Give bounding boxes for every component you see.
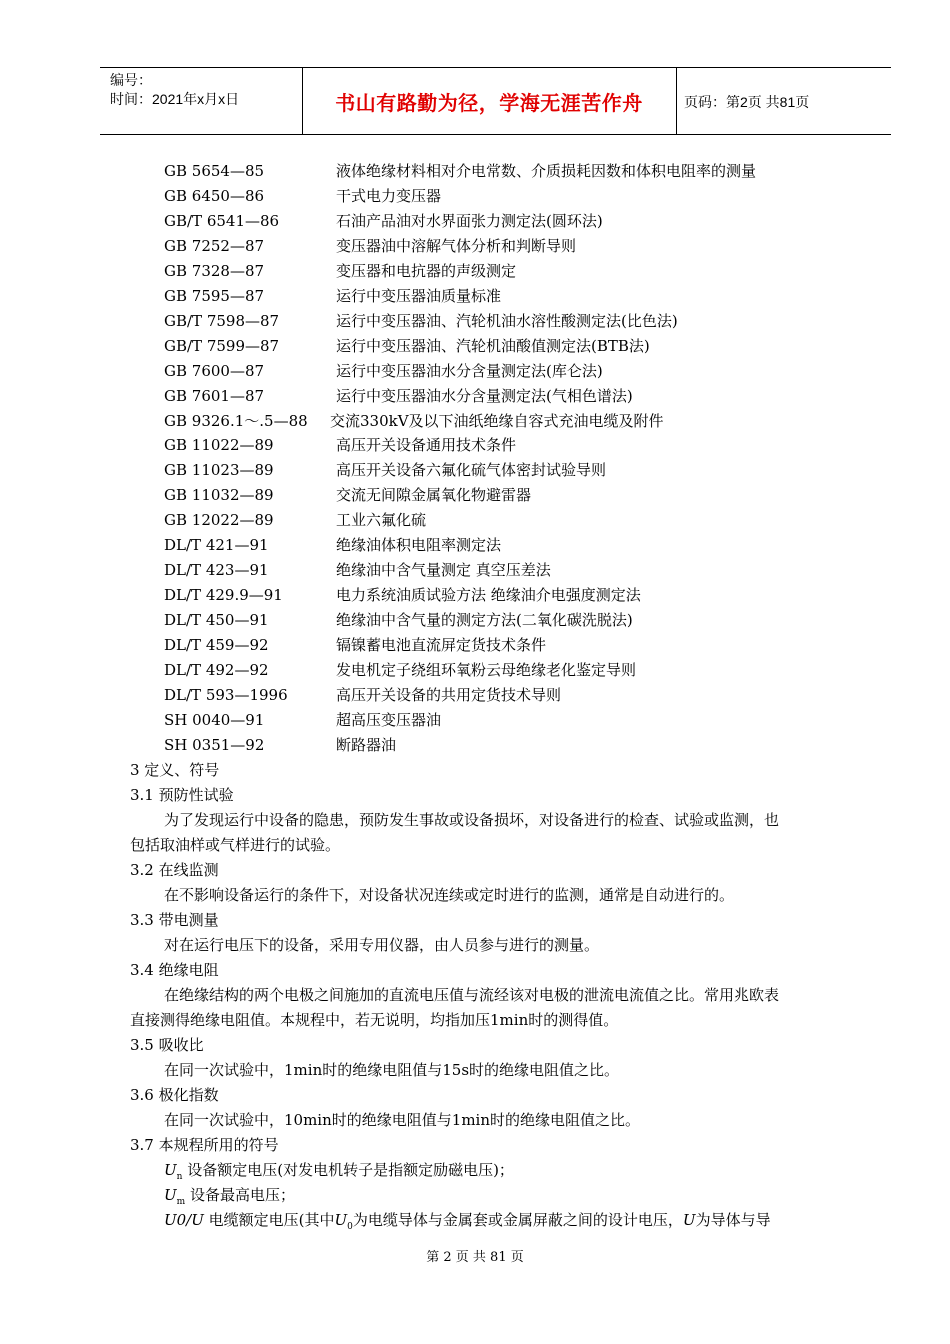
standard-code: SH 0351—92 (164, 735, 265, 754)
section-3-2-heading: 3.2 在线监测 (130, 861, 219, 879)
standard-code: GB 9326.1～.5—88 (164, 411, 308, 430)
symbol-u0-inline: U (334, 1211, 348, 1229)
standard-title: 变压器和电抗器的声级测定 (336, 261, 517, 280)
standard-title: 石油产品油对水界面张力测定法(圆环法) (336, 211, 603, 230)
symbol-u0-text-b: 为电缆导体与金属套或金属屏蔽之间的设计电压， (352, 1211, 683, 1229)
section-3-7-heading: 3.7 本规程所用的符号 (130, 1136, 279, 1154)
standard-code: GB/T 7599—87 (164, 336, 280, 355)
symbol-u0u: U0/U (164, 1211, 204, 1229)
page-header (100, 67, 891, 135)
symbol-u0-text-c: 为导体与导 (695, 1211, 771, 1229)
standard-title: 工业六氟化硫 (336, 511, 427, 530)
standard-code: GB 12022—89 (164, 511, 274, 530)
standard-code: GB/T 7598—87 (164, 311, 280, 330)
standard-code: DL/T 450—91 (164, 611, 269, 630)
symbol-u0-line (164, 1210, 771, 1237)
section-3-1-heading: 3.1 预防性试验 (130, 786, 234, 804)
symbol-um-subscript: m (176, 1197, 186, 1207)
symbol-un: U (164, 1161, 177, 1179)
header-meta (110, 71, 239, 109)
standard-title: 运行中变压器油水分含量测定法(气相色谱法) (336, 386, 633, 405)
standard-code: GB/T 6541—86 (164, 211, 280, 230)
standard-code: GB 5654—85 (164, 162, 265, 180)
section-3-3-text: 对在运行电压下的设备，采用专用仪器，由人员参与进行的测量。 (164, 936, 600, 954)
section-3-2-text: 在不影响设备运行的条件下，对设备状况连续或定时进行的监测，通常是自动进行的。 (164, 886, 735, 904)
header-time-label: 时间：2021年x月x日 (110, 91, 240, 107)
standard-code: GB 11032—89 (164, 486, 274, 505)
section-3-1-text-b: 包括取油样或气样进行的试验。 (130, 836, 341, 854)
section-3-4-heading: 3.4 绝缘电阻 (130, 961, 219, 979)
header-divider-right (676, 67, 677, 135)
section-3-4-text-a: 在绝缘结构的两个电极之间施加的直流电压值与流经该对电极的泄流电流值之比。常用兆欧表 (164, 986, 780, 1004)
standard-title: 电力系统油质试验方法 绝缘油介电强度测定法 (336, 586, 641, 605)
standard-code: GB 7252—87 (164, 236, 265, 255)
standard-code: DL/T 421—91 (164, 536, 269, 555)
standard-title: 运行中变压器油、汽轮机油水溶性酸测定法(比色法) (336, 311, 678, 330)
standard-code: GB 7600—87 (164, 361, 265, 380)
standard-code: DL/T 429.9—91 (164, 586, 283, 605)
standard-title: 超高压变压器油 (336, 710, 442, 729)
section-3-heading: 3 定义、符号 (130, 761, 220, 779)
standard-code: GB 11023—89 (164, 461, 274, 480)
symbol-um: U (164, 1186, 177, 1204)
section-3-1-text-a: 为了发现运行中设备的隐患，预防发生事故或设备损坏，对设备进行的检查、试验或监测，也 (164, 811, 780, 829)
standard-code: GB 7328—87 (164, 261, 265, 280)
standard-code: GB 7595—87 (164, 286, 265, 305)
symbol-um-text: 设备最高电压； (185, 1186, 295, 1204)
standard-code: SH 0040—91 (164, 710, 265, 729)
section-3-5-heading: 3.5 吸收比 (130, 1036, 204, 1054)
symbol-un-text: 设备额定电压(对发电机转子是指额定励磁电压)； (182, 1161, 514, 1179)
header-motto: 书山有路勤为径，学海无涯苦作舟 (335, 90, 643, 115)
standard-title: 干式电力变压器 (336, 186, 442, 205)
standard-title: 发电机定子绕组环氧粉云母绝缘老化鉴定导则 (336, 661, 637, 679)
standard-title: 运行中变压器油水分含量测定法(库仑法) (336, 361, 603, 380)
header-page-label: 页码：第2页 共81页 (684, 94, 810, 110)
symbol-u0-inline-subscript: 0 (347, 1222, 353, 1232)
symbol-um-line (164, 1185, 295, 1212)
page-footer: 第 2 页 共 81 页 (426, 1250, 524, 1265)
standard-title: 运行中变压器油质量标准 (336, 286, 502, 305)
symbol-un-subscript: n (176, 1172, 183, 1182)
standard-title: 高压开关设备通用技术条件 (336, 436, 517, 455)
section-3-6-text: 在同一次试验中，10min时的绝缘电阻值与1min时的绝缘电阻值之比。 (164, 1111, 640, 1129)
standard-title: 交流330kV及以下油纸绝缘自容式充油电缆及附件 (330, 411, 664, 430)
section-3-3-heading: 3.3 带电测量 (130, 911, 219, 929)
section-3-6-heading: 3.6 极化指数 (130, 1086, 219, 1104)
standard-title: 高压开关设备的共用定货技术导则 (336, 685, 562, 704)
standard-title: 绝缘油中含气量的测定方法(二氧化碳洗脱法) (336, 611, 633, 630)
standard-title: 交流无间隙金属氧化物避雷器 (336, 486, 532, 505)
standard-code: DL/T 459—92 (164, 636, 269, 655)
standard-title: 高压开关设备六氟化硫气体密封试验导则 (336, 461, 607, 480)
standard-title: 变压器油中溶解气体分析和判断导则 (336, 236, 577, 255)
standard-code: DL/T 423—91 (164, 561, 269, 580)
standard-title: 断路器油 (336, 735, 397, 754)
symbol-un-line (164, 1160, 514, 1187)
section-3-5-text: 在同一次试验中，1min时的绝缘电阻值与15s时的绝缘电阻值之比。 (164, 1061, 620, 1079)
standard-title: 镉镍蓄电池直流屏定货技术条件 (336, 636, 547, 655)
section-3-4-text-b: 直接测得绝缘电阻值。本规程中，若无说明，均指加压1min时的测得值。 (130, 1011, 619, 1029)
standard-code: GB 7601—87 (164, 386, 265, 405)
standard-title: 运行中变压器油、汽轮机油酸值测定法(BTB法) (336, 336, 650, 355)
standard-code: GB 6450—86 (164, 186, 265, 205)
symbol-u0-text-a: 电缆额定电压(其中 (203, 1211, 335, 1229)
symbol-u-inline: U (682, 1211, 696, 1229)
standard-code: DL/T 593—1996 (164, 685, 288, 704)
standard-code: GB 11022—89 (164, 436, 274, 455)
standard-title: 液体绝缘材料相对介电常数、介质损耗因数和体积电阻率的测量 (336, 162, 757, 180)
standard-code: DL/T 492—92 (164, 661, 269, 679)
standard-title: 绝缘油中含气量测定 真空压差法 (336, 561, 551, 580)
standard-title: 绝缘油体积电阻率测定法 (336, 536, 502, 555)
header-number-label: 编号： (110, 72, 152, 88)
